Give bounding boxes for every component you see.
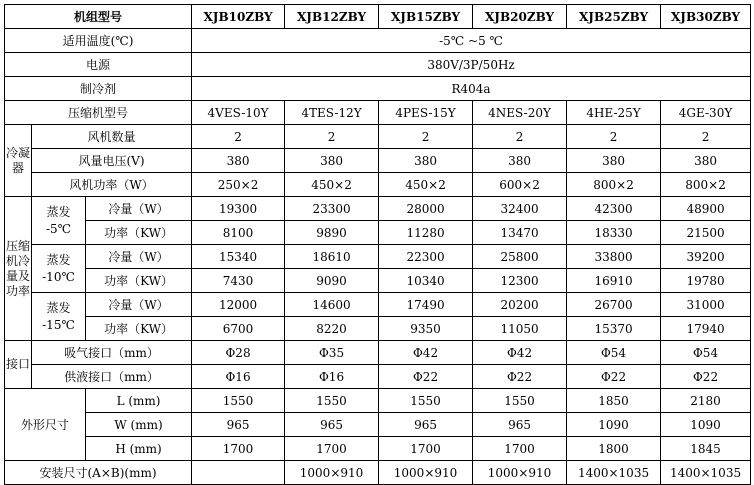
- table-cell: 15340: [192, 245, 285, 269]
- table-cell: Φ16: [192, 365, 285, 389]
- performance-group-label: 压缩机冷量及功率: [5, 197, 32, 341]
- table-cell: 1550: [473, 389, 567, 413]
- table-cell: Φ42: [473, 341, 567, 365]
- table-row: [5, 29, 751, 53]
- evap-temp: -10℃: [42, 269, 75, 284]
- table-cell: 14600: [285, 293, 379, 317]
- table-cell: 17940: [661, 317, 751, 341]
- table-cell: 450×2: [379, 173, 473, 197]
- table-row: [5, 269, 751, 293]
- table-cell: 965: [192, 413, 285, 437]
- temp-label: 适用温度(℃): [5, 29, 192, 53]
- table-cell: 1000×910: [473, 461, 567, 485]
- table-cell: Φ22: [567, 365, 661, 389]
- model-header: XJB25ZBY: [567, 5, 661, 29]
- row-label: 冷量（W）: [86, 245, 192, 269]
- table-cell: Φ16: [285, 365, 379, 389]
- dimensions-group-label: 外形尺寸: [5, 389, 86, 461]
- row-label: L (mm): [86, 389, 192, 413]
- evap-group: [32, 293, 86, 341]
- table-row: [5, 77, 751, 101]
- table-cell: 600×2: [473, 173, 567, 197]
- table-cell: 7430: [192, 269, 285, 293]
- table-cell: 1550: [192, 389, 285, 413]
- table-cell: 1000×910: [285, 461, 379, 485]
- evap-label: 蒸发: [46, 300, 71, 315]
- model-header: XJB12ZBY: [285, 5, 379, 29]
- table-cell: 20200: [473, 293, 567, 317]
- table-cell: 380: [661, 149, 751, 173]
- install-label: 安装尺寸(A×B)(mm): [5, 461, 192, 485]
- table-cell: 48900: [661, 197, 751, 221]
- table-cell: 21500: [661, 221, 751, 245]
- row-label: 功率（KW）: [86, 221, 192, 245]
- table-row: [5, 101, 751, 125]
- table-row: [5, 365, 751, 389]
- table-cell: 8220: [285, 317, 379, 341]
- table-cell: 965: [379, 413, 473, 437]
- table-cell: 15370: [567, 317, 661, 341]
- refrigerant-value: R404a: [192, 77, 751, 101]
- table-cell: 2: [285, 125, 379, 149]
- table-cell: 965: [473, 413, 567, 437]
- row-label: 功率（KW）: [86, 269, 192, 293]
- table-cell: 1700: [473, 437, 567, 461]
- table-cell: 1700: [379, 437, 473, 461]
- table-cell: 4GE-30Y: [661, 101, 751, 125]
- table-cell: 9090: [285, 269, 379, 293]
- table-cell: 11050: [473, 317, 567, 341]
- table-cell: 19780: [661, 269, 751, 293]
- table-row: [5, 341, 751, 365]
- condenser-group-label: 冷凝器: [5, 125, 32, 197]
- evap-temp: -15℃: [42, 317, 75, 332]
- power-value: 380V/3P/50Hz: [192, 53, 751, 77]
- table-cell: 965: [285, 413, 379, 437]
- table-cell: 2: [473, 125, 567, 149]
- table-row: [5, 389, 751, 413]
- compressor-model-label: 压缩机型号: [5, 101, 192, 125]
- table-cell: 8100: [192, 221, 285, 245]
- table-row: [5, 461, 751, 485]
- table-cell: 31000: [661, 293, 751, 317]
- table-cell: Φ22: [379, 365, 473, 389]
- ports-group-label: 接口: [5, 341, 32, 389]
- row-label: 风机数量: [32, 125, 192, 149]
- model-header: XJB10ZBY: [192, 5, 285, 29]
- table-cell: Φ22: [473, 365, 567, 389]
- row-label: W (mm): [86, 413, 192, 437]
- table-cell: Φ28: [192, 341, 285, 365]
- table-cell: 4VES-10Y: [192, 101, 285, 125]
- evap-group: [32, 197, 86, 245]
- table-row: [5, 53, 751, 77]
- table-cell: 380: [379, 149, 473, 173]
- table-row: [5, 437, 751, 461]
- model-header: XJB20ZBY: [473, 5, 567, 29]
- table-cell: 18610: [285, 245, 379, 269]
- row-label: 功率（KW）: [86, 317, 192, 341]
- table-row: [5, 221, 751, 245]
- evap-group: [32, 245, 86, 293]
- table-cell: 2180: [661, 389, 751, 413]
- table-cell: 19300: [192, 197, 285, 221]
- table-cell: 11280: [379, 221, 473, 245]
- table-row: [5, 413, 751, 437]
- table-cell: 12000: [192, 293, 285, 317]
- spec-table: [4, 4, 751, 485]
- table-cell: 1700: [285, 437, 379, 461]
- table-row: [5, 293, 751, 317]
- model-header: XJB15ZBY: [379, 5, 473, 29]
- table-cell: 1850: [567, 389, 661, 413]
- table-cell: 18330: [567, 221, 661, 245]
- table-row: [5, 317, 751, 341]
- table-cell: 800×2: [661, 173, 751, 197]
- table-row: [5, 149, 751, 173]
- table-cell: 2: [379, 125, 473, 149]
- table-cell: 16910: [567, 269, 661, 293]
- row-label: 冷量（W）: [86, 197, 192, 221]
- evap-label: 蒸发: [46, 204, 71, 219]
- table-cell: Φ35: [285, 341, 379, 365]
- table-cell: Φ54: [661, 341, 751, 365]
- table-row: [5, 173, 751, 197]
- table-cell: 380: [567, 149, 661, 173]
- table-cell: [192, 461, 285, 485]
- table-cell: 1845: [661, 437, 751, 461]
- table-row: [5, 197, 751, 221]
- table-cell: 42300: [567, 197, 661, 221]
- table-row: [5, 125, 751, 149]
- table-cell: 1090: [661, 413, 751, 437]
- row-label: 冷量（W）: [86, 293, 192, 317]
- table-cell: 250×2: [192, 173, 285, 197]
- table-cell: 12300: [473, 269, 567, 293]
- row-label: 风量电压(V): [32, 149, 192, 173]
- table-cell: 1550: [285, 389, 379, 413]
- table-cell: Φ42: [379, 341, 473, 365]
- table-cell: 6700: [192, 317, 285, 341]
- refrigerant-label: 制冷剂: [5, 77, 192, 101]
- table-cell: 380: [473, 149, 567, 173]
- table-cell: 1090: [567, 413, 661, 437]
- evap-label: 蒸发: [46, 252, 71, 267]
- table-cell: 26700: [567, 293, 661, 317]
- table-cell: 1000×910: [379, 461, 473, 485]
- table-cell: 800×2: [567, 173, 661, 197]
- table-cell: 32400: [473, 197, 567, 221]
- row-label: 供液接口（mm）: [32, 365, 192, 389]
- row-label: H (mm): [86, 437, 192, 461]
- table-cell: 380: [285, 149, 379, 173]
- header-corner: 机组型号: [5, 5, 192, 29]
- header-row: [5, 5, 751, 29]
- power-label: 电源: [5, 53, 192, 77]
- model-header: XJB30ZBY: [661, 5, 751, 29]
- table-cell: 1800: [567, 437, 661, 461]
- row-label: 风机功率（W）: [32, 173, 192, 197]
- table-cell: 13470: [473, 221, 567, 245]
- table-cell: 4PES-15Y: [379, 101, 473, 125]
- table-cell: 39200: [661, 245, 751, 269]
- table-cell: 2: [192, 125, 285, 149]
- table-cell: 10340: [379, 269, 473, 293]
- table-cell: 1400×1035: [567, 461, 661, 485]
- table-cell: 4NES-20Y: [473, 101, 567, 125]
- table-cell: 450×2: [285, 173, 379, 197]
- table-cell: 4TES-12Y: [285, 101, 379, 125]
- table-cell: 1550: [379, 389, 473, 413]
- row-label: 吸气接口（mm）: [32, 341, 192, 365]
- table-cell: 9890: [285, 221, 379, 245]
- table-row: [5, 245, 751, 269]
- table-cell: 1700: [192, 437, 285, 461]
- evap-temp: -5℃: [45, 221, 72, 236]
- table-cell: 2: [567, 125, 661, 149]
- table-cell: 33800: [567, 245, 661, 269]
- table-cell: 2: [661, 125, 751, 149]
- temp-value: -5℃ ~5 ℃: [192, 29, 751, 53]
- table-cell: 28000: [379, 197, 473, 221]
- table-cell: 22300: [379, 245, 473, 269]
- table-cell: 4HE-25Y: [567, 101, 661, 125]
- table-cell: 1400×1035: [661, 461, 751, 485]
- table-cell: 9350: [379, 317, 473, 341]
- table-cell: 23300: [285, 197, 379, 221]
- table-cell: 380: [192, 149, 285, 173]
- table-cell: Φ22: [661, 365, 751, 389]
- table-cell: 25800: [473, 245, 567, 269]
- table-cell: 17490: [379, 293, 473, 317]
- table-cell: Φ54: [567, 341, 661, 365]
